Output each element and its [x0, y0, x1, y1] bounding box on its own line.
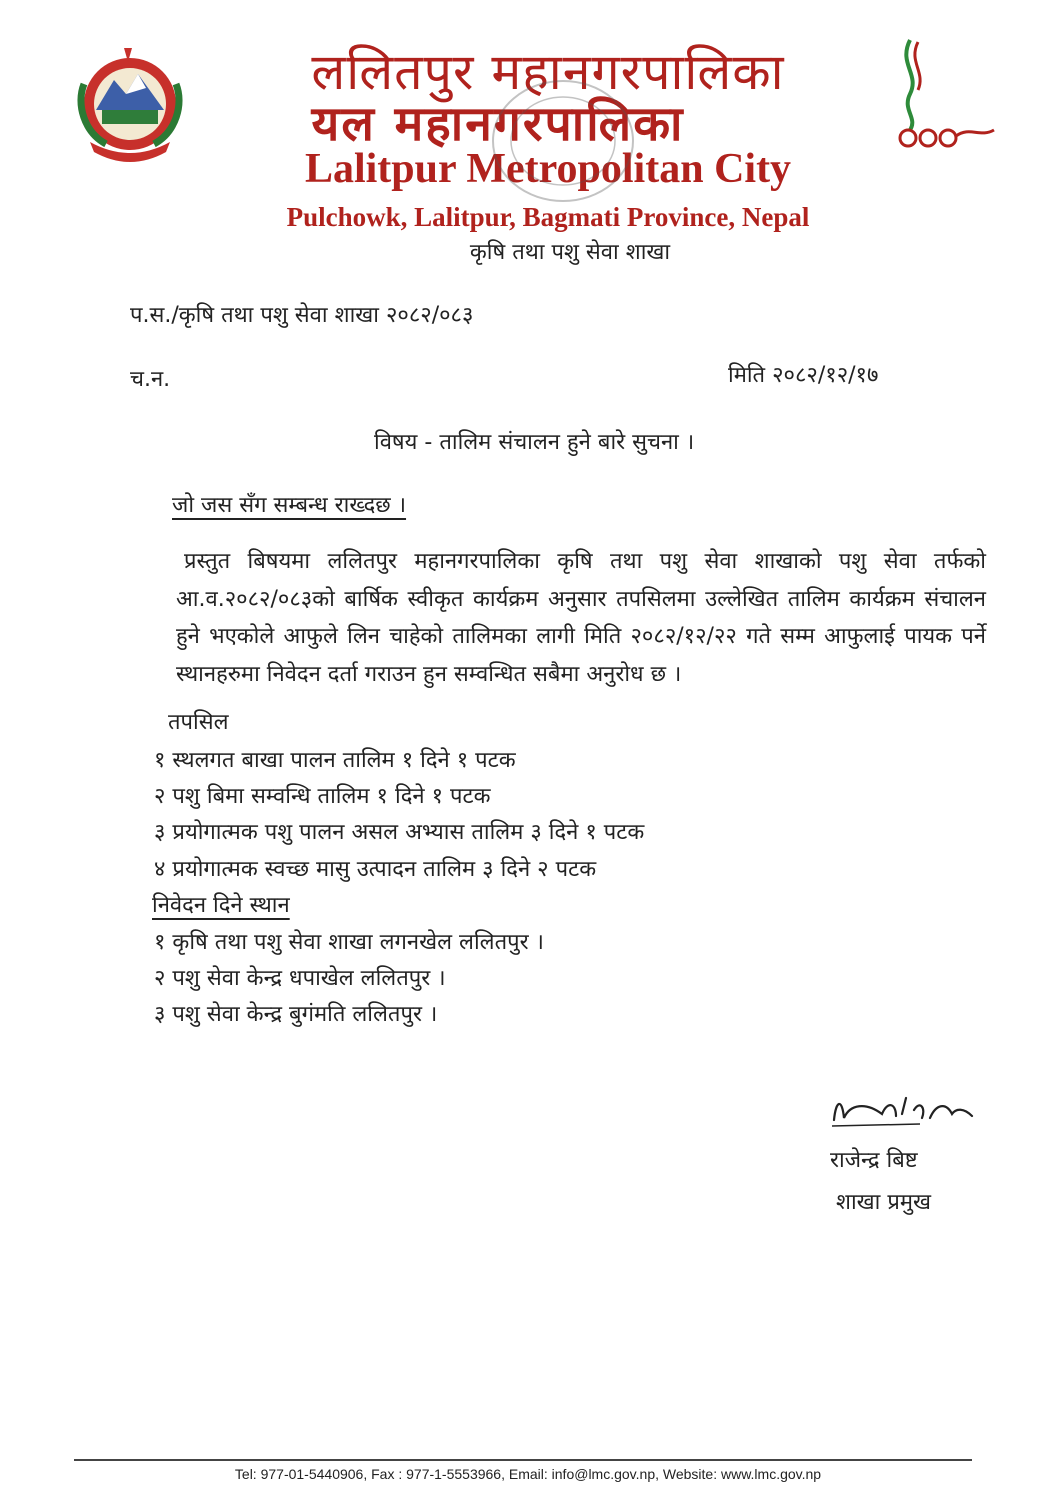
signatory-name: राजेन्द्र बिष्ट	[830, 1148, 918, 1173]
header-section: कृषि तथा पशु सेवा शाखा	[469, 240, 671, 265]
notice-paragraph: प्रस्तुत बिषयमा ललितपुर महानगरपालिका कृषि तथा पशु सेवा शाखाको पशु सेवा तर्फको आ.व.२०८२/०८३को बार्षिक स्वीकृत कार्यक्रम अनुसार तपसिलमा उल्लेखित तालिम कार्यक्रम संचालन हुने भएकोले आफुले लिन चाहेको तालिमका लागी मिति २०८२/१२/२२ गते सम्म आफुलाई पायक पर्ने स्थानहरुमा निवेदन दर्ता गराउन हुन सम्वन्धित सबैमा अनुरोध छ ।	[176, 549, 986, 687]
reference-number: प.स./कृषि तथा पशु सेवा शाखा २०८२/०८३	[130, 303, 474, 328]
schedule-heading: तपसिल	[168, 710, 229, 735]
header-address: Pulchowk, Lalitpur, Bagmati Province, Nepal	[286, 202, 810, 232]
signatory-title: शाखा प्रमुख	[836, 1190, 932, 1215]
letter-date: मिति २०८२/१२/१७	[728, 363, 879, 388]
footer-contact: Tel: 977-01-5440906, Fax : 977-1-5553966, Email: info@lmc.gov.np, Website: www.lmc.gov.np	[234, 1466, 822, 1482]
header-name-english: Lalitpur Metropolitan City	[304, 146, 792, 192]
dispatch-number: च.न.	[130, 367, 171, 392]
place-item: २ पशु सेवा केन्द्र धपाखेल ललितपुर ।	[154, 966, 446, 991]
footer-divider	[74, 1459, 972, 1461]
places-heading: निवेदन दिने स्थान	[152, 893, 290, 918]
signature	[826, 1080, 986, 1140]
training-item: ४ प्रयोगात्मक स्वच्छ मासु उत्पादन तालिम ३ दिने २ पटक	[154, 857, 597, 882]
subject-line: विषय - तालिम संचालन हुने बारे सुचना ।	[374, 430, 695, 455]
training-item: २ पशु बिमा सम्वन्धि तालिम १ दिने १ पटक	[154, 784, 491, 809]
addressee: जो जस सँग सम्बन्ध राख्दछ ।	[172, 493, 407, 518]
training-item: ३ प्रयोगात्मक पशु पालन असल अभ्यास तालिम ३ दिने १ पटक	[154, 820, 645, 845]
place-item: ३ पशु सेवा केन्द्र बुगंमति ललितपुर ।	[154, 1002, 438, 1027]
header-name-newari: यल महानगरपालिका	[311, 96, 685, 152]
header-name-nepali: ललितपुर महानगरपालिका	[311, 43, 785, 101]
office-stamp	[488, 76, 638, 206]
place-item: १ कृषि तथा पशु सेवा शाखा लगनखेल ललितपुर ।	[154, 930, 544, 955]
training-item: १ स्थलगत बाखा पालन तालिम १ दिने १ पटक	[154, 748, 516, 773]
